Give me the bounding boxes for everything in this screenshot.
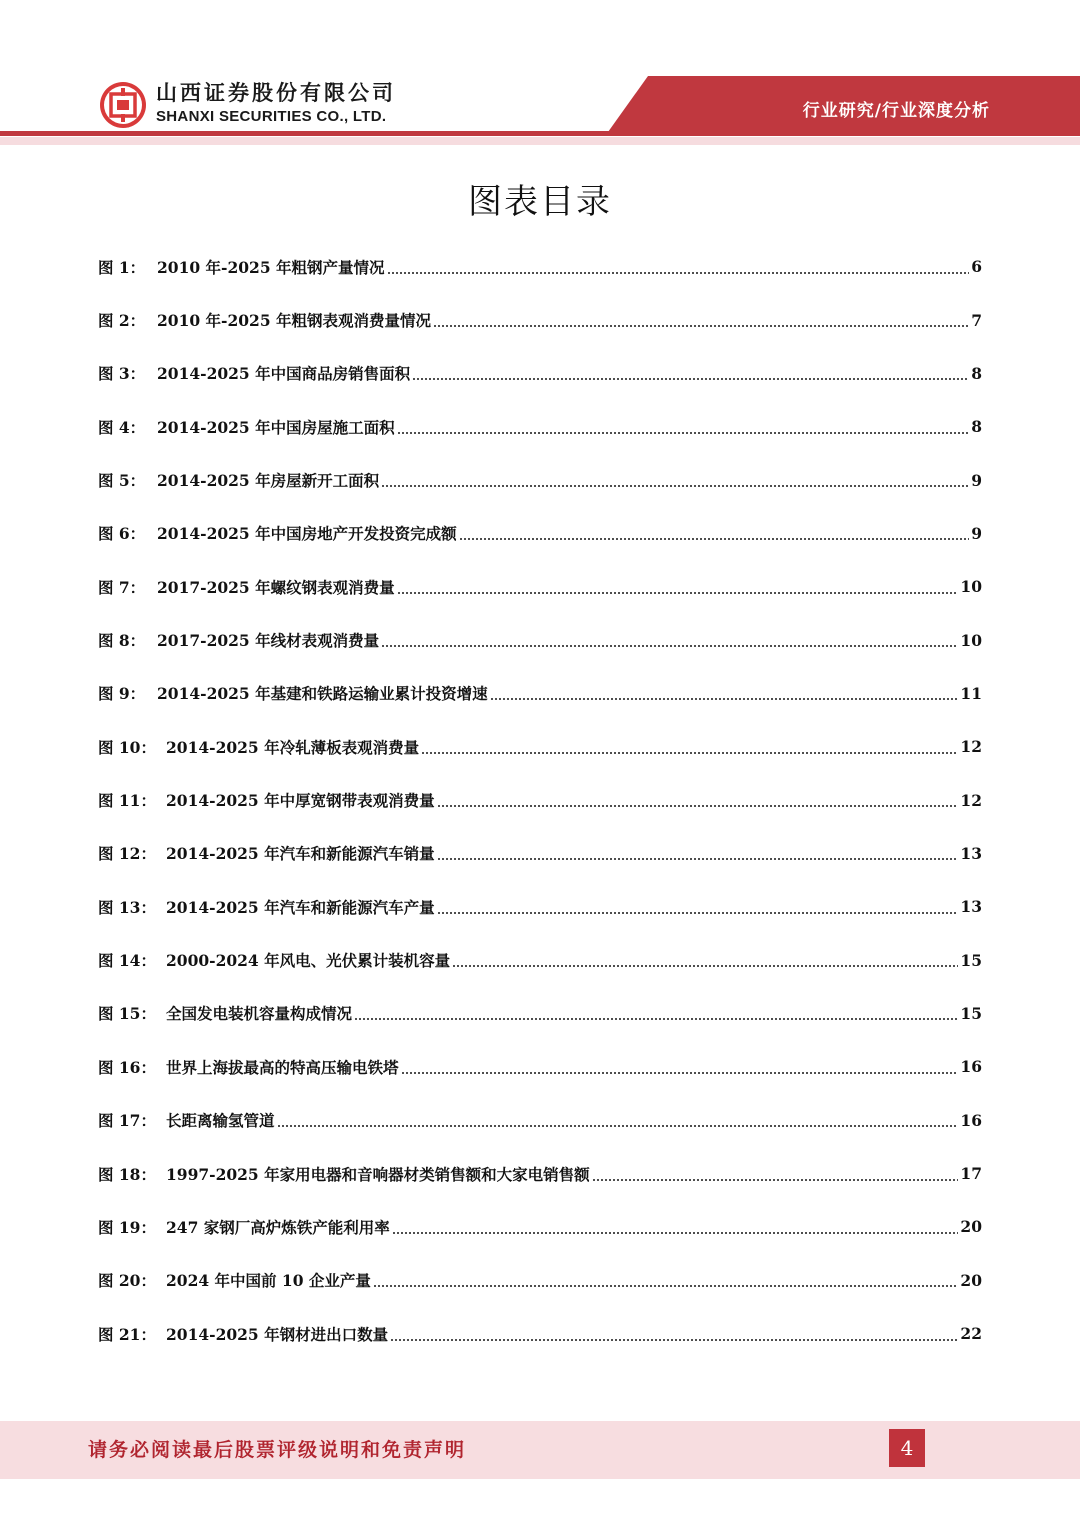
- toc-entry[interactable]: [98, 613, 982, 666]
- page-footer: [0, 1421, 1080, 1479]
- toc-entry[interactable]: [98, 1040, 982, 1093]
- figure-title: 2014-2025 年中国商品房销售面积: [157, 364, 411, 384]
- toc-entry[interactable]: [98, 773, 982, 826]
- dot-leader: [437, 805, 959, 807]
- figure-title: 2014-2025 年房屋新开工面积: [157, 471, 380, 491]
- page-ref: 15: [960, 950, 982, 970]
- page-header: [0, 0, 1080, 150]
- dot-leader: [277, 1125, 959, 1127]
- seal-logo-icon: [98, 80, 148, 130]
- page-ref: 11: [960, 683, 982, 703]
- page-number: 4: [889, 1429, 925, 1467]
- toc-entry[interactable]: [98, 1094, 982, 1147]
- figure-label: 图 21：: [98, 1324, 156, 1344]
- page-ref: 12: [960, 790, 982, 810]
- toc-entry[interactable]: [98, 1200, 982, 1253]
- toc-entry[interactable]: [98, 560, 982, 613]
- toc-entry[interactable]: [98, 400, 982, 453]
- toc-entry[interactable]: [98, 1147, 982, 1200]
- figure-label: 图 13：: [98, 897, 156, 917]
- dot-leader: [397, 592, 959, 594]
- toc-entry[interactable]: [98, 1254, 982, 1307]
- figure-title: 247 家钢厂高炉炼铁产能利用率: [166, 1217, 390, 1237]
- page-ref: 16: [960, 1110, 982, 1130]
- figure-label: 图 18：: [98, 1164, 156, 1184]
- dot-leader: [387, 272, 970, 274]
- figure-title: 2014-2025 年汽车和新能源汽车产量: [166, 897, 435, 917]
- figure-title: 2024 年中国前 10 企业产量: [166, 1271, 371, 1291]
- dot-leader: [437, 858, 959, 860]
- figure-label: 图 20：: [98, 1271, 156, 1291]
- dot-leader: [381, 485, 969, 487]
- header-band: [0, 0, 1080, 150]
- dot-leader: [373, 1285, 959, 1287]
- company-name-en: SHANXI SECURITIES CO., LTD.: [156, 108, 387, 125]
- figure-label: 图 10：: [98, 737, 156, 757]
- figure-title: 2000-2024 年风电、光伏累计装机容量: [166, 951, 451, 971]
- dot-leader: [459, 538, 970, 540]
- toc-entry[interactable]: [98, 453, 982, 506]
- figure-label: 图 17：: [98, 1111, 156, 1131]
- page-ref: 6: [971, 257, 982, 277]
- dot-leader: [412, 378, 969, 380]
- figure-label: 图 5：: [98, 471, 146, 491]
- dot-leader: [381, 645, 958, 647]
- figure-label: 图 16：: [98, 1057, 156, 1077]
- toc-entry[interactable]: [98, 347, 982, 400]
- figure-title: 1997-2025 年家用电器和音响器材类销售额和大家电销售额: [166, 1164, 590, 1184]
- dot-leader: [397, 432, 970, 434]
- disclaimer-note: 请务必阅读最后股票评级说明和免责声明: [88, 1439, 467, 1461]
- page-ref: 20: [960, 1217, 982, 1237]
- figure-title: 2010 年-2025 年粗钢表观消费量情况: [157, 311, 432, 331]
- toc-entry[interactable]: [98, 987, 982, 1040]
- figure-label: 图 7：: [98, 577, 146, 597]
- figure-title: 全国发电装机容量构成情况: [166, 1004, 353, 1024]
- figure-label: 图 11：: [98, 791, 156, 811]
- page-ref: 8: [971, 417, 982, 437]
- toc-entry[interactable]: [98, 240, 982, 293]
- table-of-figures: [98, 240, 982, 1360]
- company-name-cn: 山西证券股份有限公司: [156, 81, 396, 105]
- figure-label: 图 1：: [98, 257, 146, 277]
- toc-entry[interactable]: [98, 293, 982, 346]
- page-ref: 13: [960, 897, 982, 917]
- toc-entry[interactable]: [98, 1307, 982, 1360]
- page-ref: 20: [960, 1270, 982, 1290]
- toc-entry[interactable]: [98, 507, 982, 560]
- figure-title: 2014-2025 年冷轧薄板表观消费量: [166, 737, 420, 757]
- figure-title: 世界上海拔最高的特高压输电铁塔: [166, 1057, 399, 1077]
- page-ref: 7: [971, 310, 982, 330]
- figure-label: 图 15：: [98, 1004, 156, 1024]
- page-ref: 10: [960, 630, 982, 650]
- figure-title: 2014-2025 年钢材进出口数量: [166, 1324, 389, 1344]
- figure-label: 图 12：: [98, 844, 156, 864]
- dot-leader: [421, 752, 958, 754]
- figure-title: 2017-2025 年螺纹钢表观消费量: [157, 577, 395, 597]
- figure-label: 图 19：: [98, 1217, 156, 1237]
- figure-label: 图 9：: [98, 684, 146, 704]
- figure-title: 2010 年-2025 年粗钢产量情况: [157, 257, 385, 277]
- dot-leader: [452, 965, 958, 967]
- figure-title: 2014-2025 年汽车和新能源汽车销量: [166, 844, 435, 864]
- page-ref: 12: [960, 737, 982, 757]
- figure-title: 2017-2025 年线材表观消费量: [157, 631, 380, 651]
- dot-leader: [392, 1232, 959, 1234]
- page-ref: 9: [971, 523, 982, 543]
- dot-leader: [592, 1179, 959, 1181]
- figure-label: 图 6：: [98, 524, 146, 544]
- dot-leader: [354, 1018, 958, 1020]
- figure-title: 2014-2025 年中国房地产开发投资完成额: [157, 524, 457, 544]
- figure-label: 图 8：: [98, 631, 146, 651]
- toc-entry[interactable]: [98, 933, 982, 986]
- page-ref: 10: [960, 577, 982, 597]
- figure-title: 2014-2025 年中厚宽钢带表观消费量: [166, 791, 435, 811]
- report-category: 行业研究/行业深度分析: [802, 101, 990, 121]
- figure-title: 长距离输氢管道: [166, 1111, 275, 1131]
- dot-leader: [490, 698, 959, 700]
- page-ref: 9: [971, 470, 982, 490]
- figure-label: 图 14：: [98, 951, 156, 971]
- page-ref: 15: [960, 1003, 982, 1023]
- page-ref: 16: [960, 1057, 982, 1077]
- page-ref: 17: [960, 1164, 982, 1184]
- dot-leader: [433, 325, 969, 327]
- toc-entry[interactable]: [98, 827, 982, 880]
- figure-label: 图 3：: [98, 364, 146, 384]
- toc-entry[interactable]: [98, 880, 982, 933]
- toc-entry[interactable]: [98, 720, 982, 773]
- brand: [156, 80, 396, 126]
- dot-leader: [437, 912, 959, 914]
- dot-leader: [401, 1072, 959, 1074]
- page-title: 图表目录: [468, 182, 612, 222]
- page-ref: 22: [960, 1324, 982, 1344]
- toc-entry[interactable]: [98, 667, 982, 720]
- figure-label: 图 2：: [98, 311, 146, 331]
- figure-label: 图 4：: [98, 417, 146, 437]
- figure-title: 2014-2025 年中国房屋施工面积: [157, 417, 395, 437]
- page-ref: 13: [960, 843, 982, 863]
- page-ref: 8: [971, 363, 982, 383]
- figure-title: 2014-2025 年基建和铁路运输业累计投资增速: [157, 684, 488, 704]
- dot-leader: [390, 1339, 958, 1341]
